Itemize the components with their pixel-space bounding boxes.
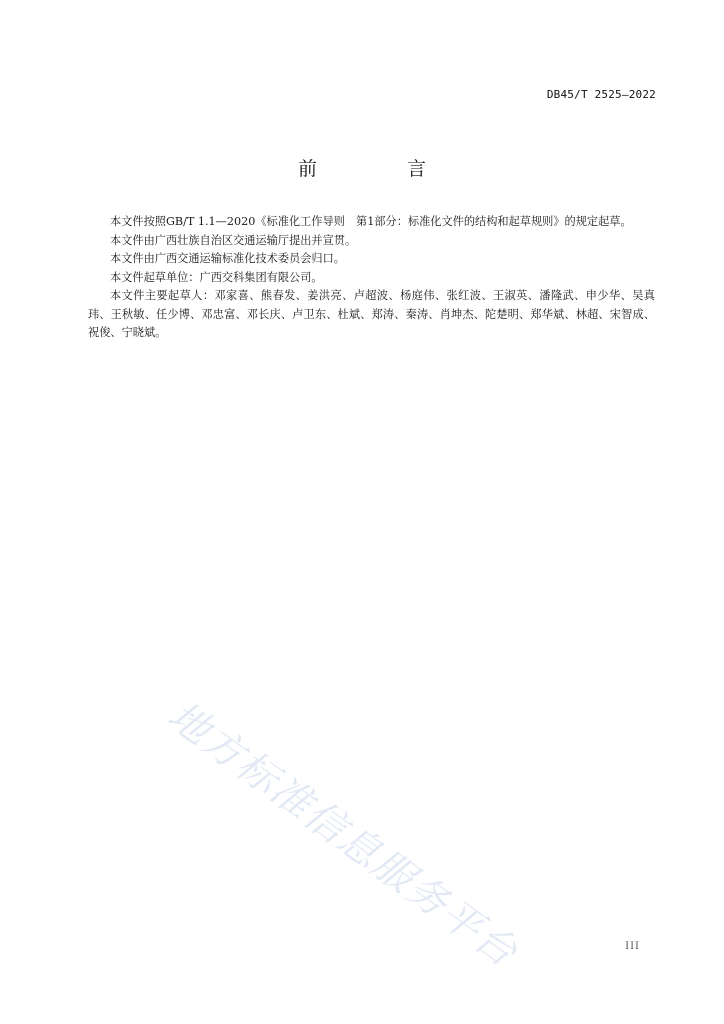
page-number: III (625, 941, 640, 952)
watermark: 地方标准信息服务平台 (159, 692, 527, 977)
document-code: DB45/T 2525—2022 (546, 88, 656, 101)
foreword-body (88, 213, 655, 343)
paragraph-proposer: 本文件由广西壮族自治区交通运输厅提出并宣贯。 (110, 233, 357, 247)
paragraph-drafters: 本文件主要起草人：邓家喜、熊春发、姜洪亮、卢超波、杨庭伟、张红波、王淑英、潘隆武、申少华、吴真玮、王秋敏、任少博、邓忠富、邓长庆、卢卫东、杜斌、郑涛、秦涛、肖坤杰、陀楚明、郑华斌、林超、宋智成、祝俊、宁晓斌。 (88, 289, 655, 339)
page-title: 前 言 (297, 158, 469, 180)
paragraph-responsible-committee: 本文件由广西交通运输标准化技术委员会归口。 (110, 252, 345, 265)
paragraph-drafting-unit: 本文件起草单位：广西交科集团有限公司。 (110, 270, 323, 284)
paragraph-drafting-rules: 本文件按照GB/T 1.1—2020《标准化工作导则 第1部分：标准化文件的结构和起草规则》的规定起草。 (110, 215, 632, 228)
